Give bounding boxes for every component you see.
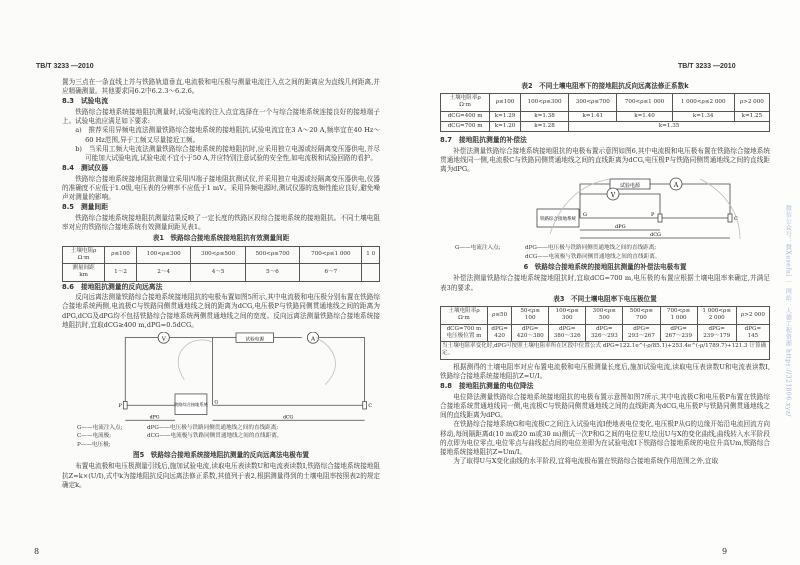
table-cell: 300<ρ≤500 [191,246,245,264]
legend-item: dCG——电流极与铁路同侧贯通地线之间的直线距离。 [525,253,661,260]
table-cell: 1～2 [105,264,137,282]
table-cell: 土壤电阻率ρ Ω·m [441,94,490,112]
c-label: C [734,216,738,223]
table-cell: dPG= 145 [736,324,769,342]
ammeter-label: A [673,182,679,190]
table-cell: k=1.20 [490,122,521,132]
system-box-label: 铁路综合接地系统 [174,402,208,408]
table-cell: k=1.35 [569,122,770,132]
dcg-label: dCG [650,232,662,239]
table-row [441,94,770,112]
table-cell: 2～4 [136,264,190,282]
section-heading: 8.7 接地阻抗测量的补偿法 [440,136,527,145]
table-cell: dPG= 380～326 [549,324,586,342]
page-header: TB/T 3233 —2010 [36,63,94,70]
paragraph: 铁路综合接地系统接地阻抗测量宜采用四端子接地阻抗测试仪,并采用独立电源或经隔离变压器供电,仪器的准确度不应低于1.0级,电压表的分辨率不应低于1 mV。采用异频电源时,测试仪器的选频性能应良好,避免噪声对测量的影响。 [62,174,380,202]
table-cell: dPG= 420 [487,324,511,342]
table-cell: k=1.38 [520,111,568,121]
legend-item: dPG——电压极与铁路同侧贯通地线之间的直线距离; [525,245,657,252]
table-cell: 500<ρ≤700 [245,246,299,264]
watermark: 微信公众号：微Xuseful ｜ 网站：人德工程资源 https://321806.xyz/ [784,205,792,417]
table-row [441,342,770,360]
paragraph: 在铁路综合接地系统G和电流极C之间注入试验电流I使地表电位变化,电压极P从G的边缘开始沿电流回流方向移动,每间隔距离d(10 m或20 m或30 m)测试一次P和G之间的电位差U,绘出U与X的变化曲线,曲线转入水平阶段的点即为电位零点,电位零点与曲线起点间的电位差即为在试验电流I下铁路综合接地系统的电位升高Um,铁路综合接地系统接地阻抗Z=Um/I。 [440,420,770,456]
table-cell: k=1.28 [520,122,568,132]
table-cell: dPG= 267～239 [660,324,697,342]
voltmeter-label: V [161,336,166,343]
paragraph: 根据测得的土壤电阻率对应布置电流极和电压极测量长度后,施加试验电流,读取电压表读数U和电流表读数I,铁路综合接地系统接地阻抗Z=U/I。 [440,362,770,380]
table-row [63,246,380,264]
paragraph: 补偿法测量铁路综合接地系统接地阻抗时,宜取dCG=700 m,电压极的布置应根据土壤电阻率来确定,并满足表3的要求。 [440,274,770,292]
paragraph: 反向远离法测量铁路综合接地系统接地阻抗的电极布置如图5所示,其中电流极和电压极分别布置在铁路综合接地系统两侧,电流极C与铁路同侧贯通地线之间的距离为dCG,电压极P与铁路同侧贯通地线之间的距离为dPG,dCG及dPG均不包括铁路综合接地系统两侧贯通地线之间的宽度。反向远离法测量铁路综合接地系统接地阻抗时,宜取dCG≥400 m,dPG=0.5dCG。 [62,293,380,329]
table-row [441,122,770,132]
table-cell: 1 0 [362,246,380,264]
table-cell: k=1.34 [672,111,734,121]
table-cell: 100<ρ≤300 [136,246,190,264]
page-9 [400,0,800,565]
figure-legend [440,244,770,261]
table-cell: dCG=700 m 电压极位置 m [441,324,488,342]
table-row [63,264,380,282]
g-label: G [583,212,587,219]
section-heading: 8.4 测试仪器 [62,164,109,173]
table-cell: dPG= 293～267 [623,324,660,342]
table-cell: dCG=700 m [441,122,490,132]
p-label: P [651,212,655,219]
table-cell: dPG= 326～293 [586,324,623,342]
page-9-body [440,80,770,466]
table-3 [440,306,770,360]
table-cell: 1 000<ρ≤2 000 [672,94,734,112]
table-note: 当土壤电阻率变化时,dPG可按照土壤电阻率所在区段中位置公式 dPG=122.1e^(-ρ/85.1)+253.4e^(-ρ/1789.7)+121.3 计算确定。 [441,342,770,360]
table-cell: 700<ρ≤1 000 [300,246,362,264]
table-cell: 500<ρ≤ 700 [623,307,660,325]
table-cell: ρ≤100 [490,94,521,112]
table-cell: dCG=400 m [441,111,490,121]
legend-item: P——电压极; [77,441,111,448]
table-cell [362,264,380,282]
table-caption: 表2 不同土壤电阻率下的接地阻抗反向远离法修正系数k [521,82,689,90]
source-label: 试验电源 [619,183,641,190]
table-cell: 100<ρ≤300 [520,94,568,112]
ammeter-label: A [310,336,316,343]
voltmeter-label: V [610,192,616,200]
source-label: 试验电源 [245,337,265,343]
section-heading: 8.3 试验电流 [62,97,109,106]
table-cell: ρ>2 000 [736,307,769,325]
figure-5-diagram [62,332,380,424]
table-cell: 4～5 [191,264,245,282]
table-cell: 700<ρ≤ 1 000 [660,307,697,325]
table-cell: dPG= 420～380 [512,324,549,342]
table-cell: k=1.29 [490,111,521,121]
dpg-label: dPG [149,415,160,421]
g-label: G [214,400,219,406]
legend-item: dPG——电压极与铁路同侧贯通地线之间的直线距离; [147,425,279,432]
table-row [441,324,770,342]
legend-item: G——电流注入点; [77,425,123,432]
figure-caption: 6 铁路综合接地系统的接地阻抗测量的补偿法电极布置 [523,263,687,272]
section-heading: 8.8 接地阻抗测量的电位降法 [440,382,534,391]
section-heading: 8.5 测量间距 [62,203,109,212]
table-cell: 700<ρ≤1 000 [617,94,672,112]
page-8-body [62,78,380,490]
table-cell: dPG= 239～179 [697,324,736,342]
dpg-label: dPG [615,224,626,231]
paragraph: 补偿法测量铁路综合接地系统接地阻抗的电极布置示意图如图6,其中电流极和电压极布置在铁路综合接地系统贯通地线同一侧,电流极C与铁路同侧贯通地线之间的直线距离为dCG,电压极P与铁路同侧贯通地线之间的直线距离为dPG。 [440,146,770,174]
table-row [441,307,770,325]
table-cell: 100<ρ≤ 300 [549,307,586,325]
legend-item: dCG——电流极与铁路同侧贯通地线之间的直线距离。 [147,433,283,440]
table-cell: 300<ρ≤ 500 [586,307,623,325]
page-header: TB/T 3233 —2010 [678,63,736,70]
table-cell: ρ≤50 [487,307,511,325]
figure-legend [62,424,380,449]
table-cell: 5～6 [245,264,299,282]
table-cell: 50<ρ≤ 100 [512,307,549,325]
table-cell: 6～7 [300,264,362,282]
table-cell: 土壤电阻率ρ Ω·m [441,307,488,325]
table-cell: 土壤电阻ρ Ω·m [63,246,105,264]
paragraph: 布置电流极和电压极测量引线后,施加试验电流,读取电压表读数U和电流表读数I,铁路综合接地系统接地阻抗Z=k×(U/I),式中k为接地阻抗反向远离法修正系数,其值列于表2,根据测量得到的土壤电阻率按照表2的规定确定k。 [62,462,380,489]
page-number: 9 [722,547,728,556]
table-cell: k=1.25 [734,111,769,121]
table-cell: 测量间距 km [63,264,105,282]
table-row [441,111,770,121]
system-box-label: 铁路综合接地系统 [540,217,576,223]
table-cell: k=1.40 [617,111,672,121]
paragraph: 电位降法测量铁路综合接地系统接地阻抗的电极布置示意图如图7所示,其中电流极C和电压极P布置在铁路综合接地系统贯通地线同一侧,电流极C与铁路同侧贯通地线之间的直线距离为dCG,电压极P与铁路同侧贯通地线之间的直线距离为dPG。 [440,392,770,420]
paragraph: 置为三点在一条直线上并与铁路轨道垂直,电流极和电压极与测量电流注入点之间的距离应为直线几何距离,并应精确测量。其他要求同6.2中6.2.3～6.2.6。 [62,78,380,96]
list-item: b) 当采用工频大电流法测量铁路综合接地系统的接地阻抗时,应采用独立电源或经隔离变压器供电,并尽可能加大试验电流,试验电流不宜小于50 A,并应特别注意试验的安全性,如电流极和试验回路的看护。 [75,144,380,163]
table-caption: 表3 不同土壤电阻率下电压极位置 [553,294,657,303]
dcg-label: dCG [282,415,294,421]
table-cell: 1 000<ρ≤ 2 000 [697,307,736,325]
table-1 [62,246,380,282]
list-item: a) 推荐采用异频电流法测量铁路综合接地系统的接地阻抗,试验电流宜在3 A～20 A,频率宜在40 Hz～60 Hz范围,异于工频又尽量接近工频。 [75,126,380,144]
paragraph: 铁路综合接地系统接地阻抗测量结果反映了一定长度的铁路区段综合接地系统的接地阻抗。不同土壤电阻率对应的铁路综合接地系统有效测量间距见表1。 [62,213,380,232]
c-label: C [368,404,372,410]
table-cell: ρ≤100 [105,246,137,264]
figure-caption: 图5 铁路综合接地系统接地阻抗测量的反向远离法电极布置 [132,451,310,460]
table-cell: 300<ρ≤700 [569,94,617,112]
legend-item: G——电流注入点; [455,245,501,252]
paragraph: 铁路综合接地系统接地阻抗测量时,试验电流的注入点宜选择在一个与综合接地系统连接良好的接地端子上。试验电流应满足如下要求: [62,107,380,126]
table-2 [440,93,770,132]
section-heading: 8.6 接地阻抗测量的反向远离法 [62,282,163,291]
table-cell: k=1.41 [569,111,617,121]
table-caption: 表1 铁路综合接地系统接地阻抗有效测量间距 [152,234,290,243]
legend-item: C——电流极; [77,433,112,440]
p-label: P [118,404,122,410]
table-cell: ρ>2 000 [734,94,769,112]
figure-6-diagram [440,174,770,244]
paragraph: 为了取得U与X变化曲线的水平阶段,宜将电流极布置在铁路综合接地系统作用范围之外,宜取 [453,457,719,466]
page-number: 8 [34,547,40,556]
